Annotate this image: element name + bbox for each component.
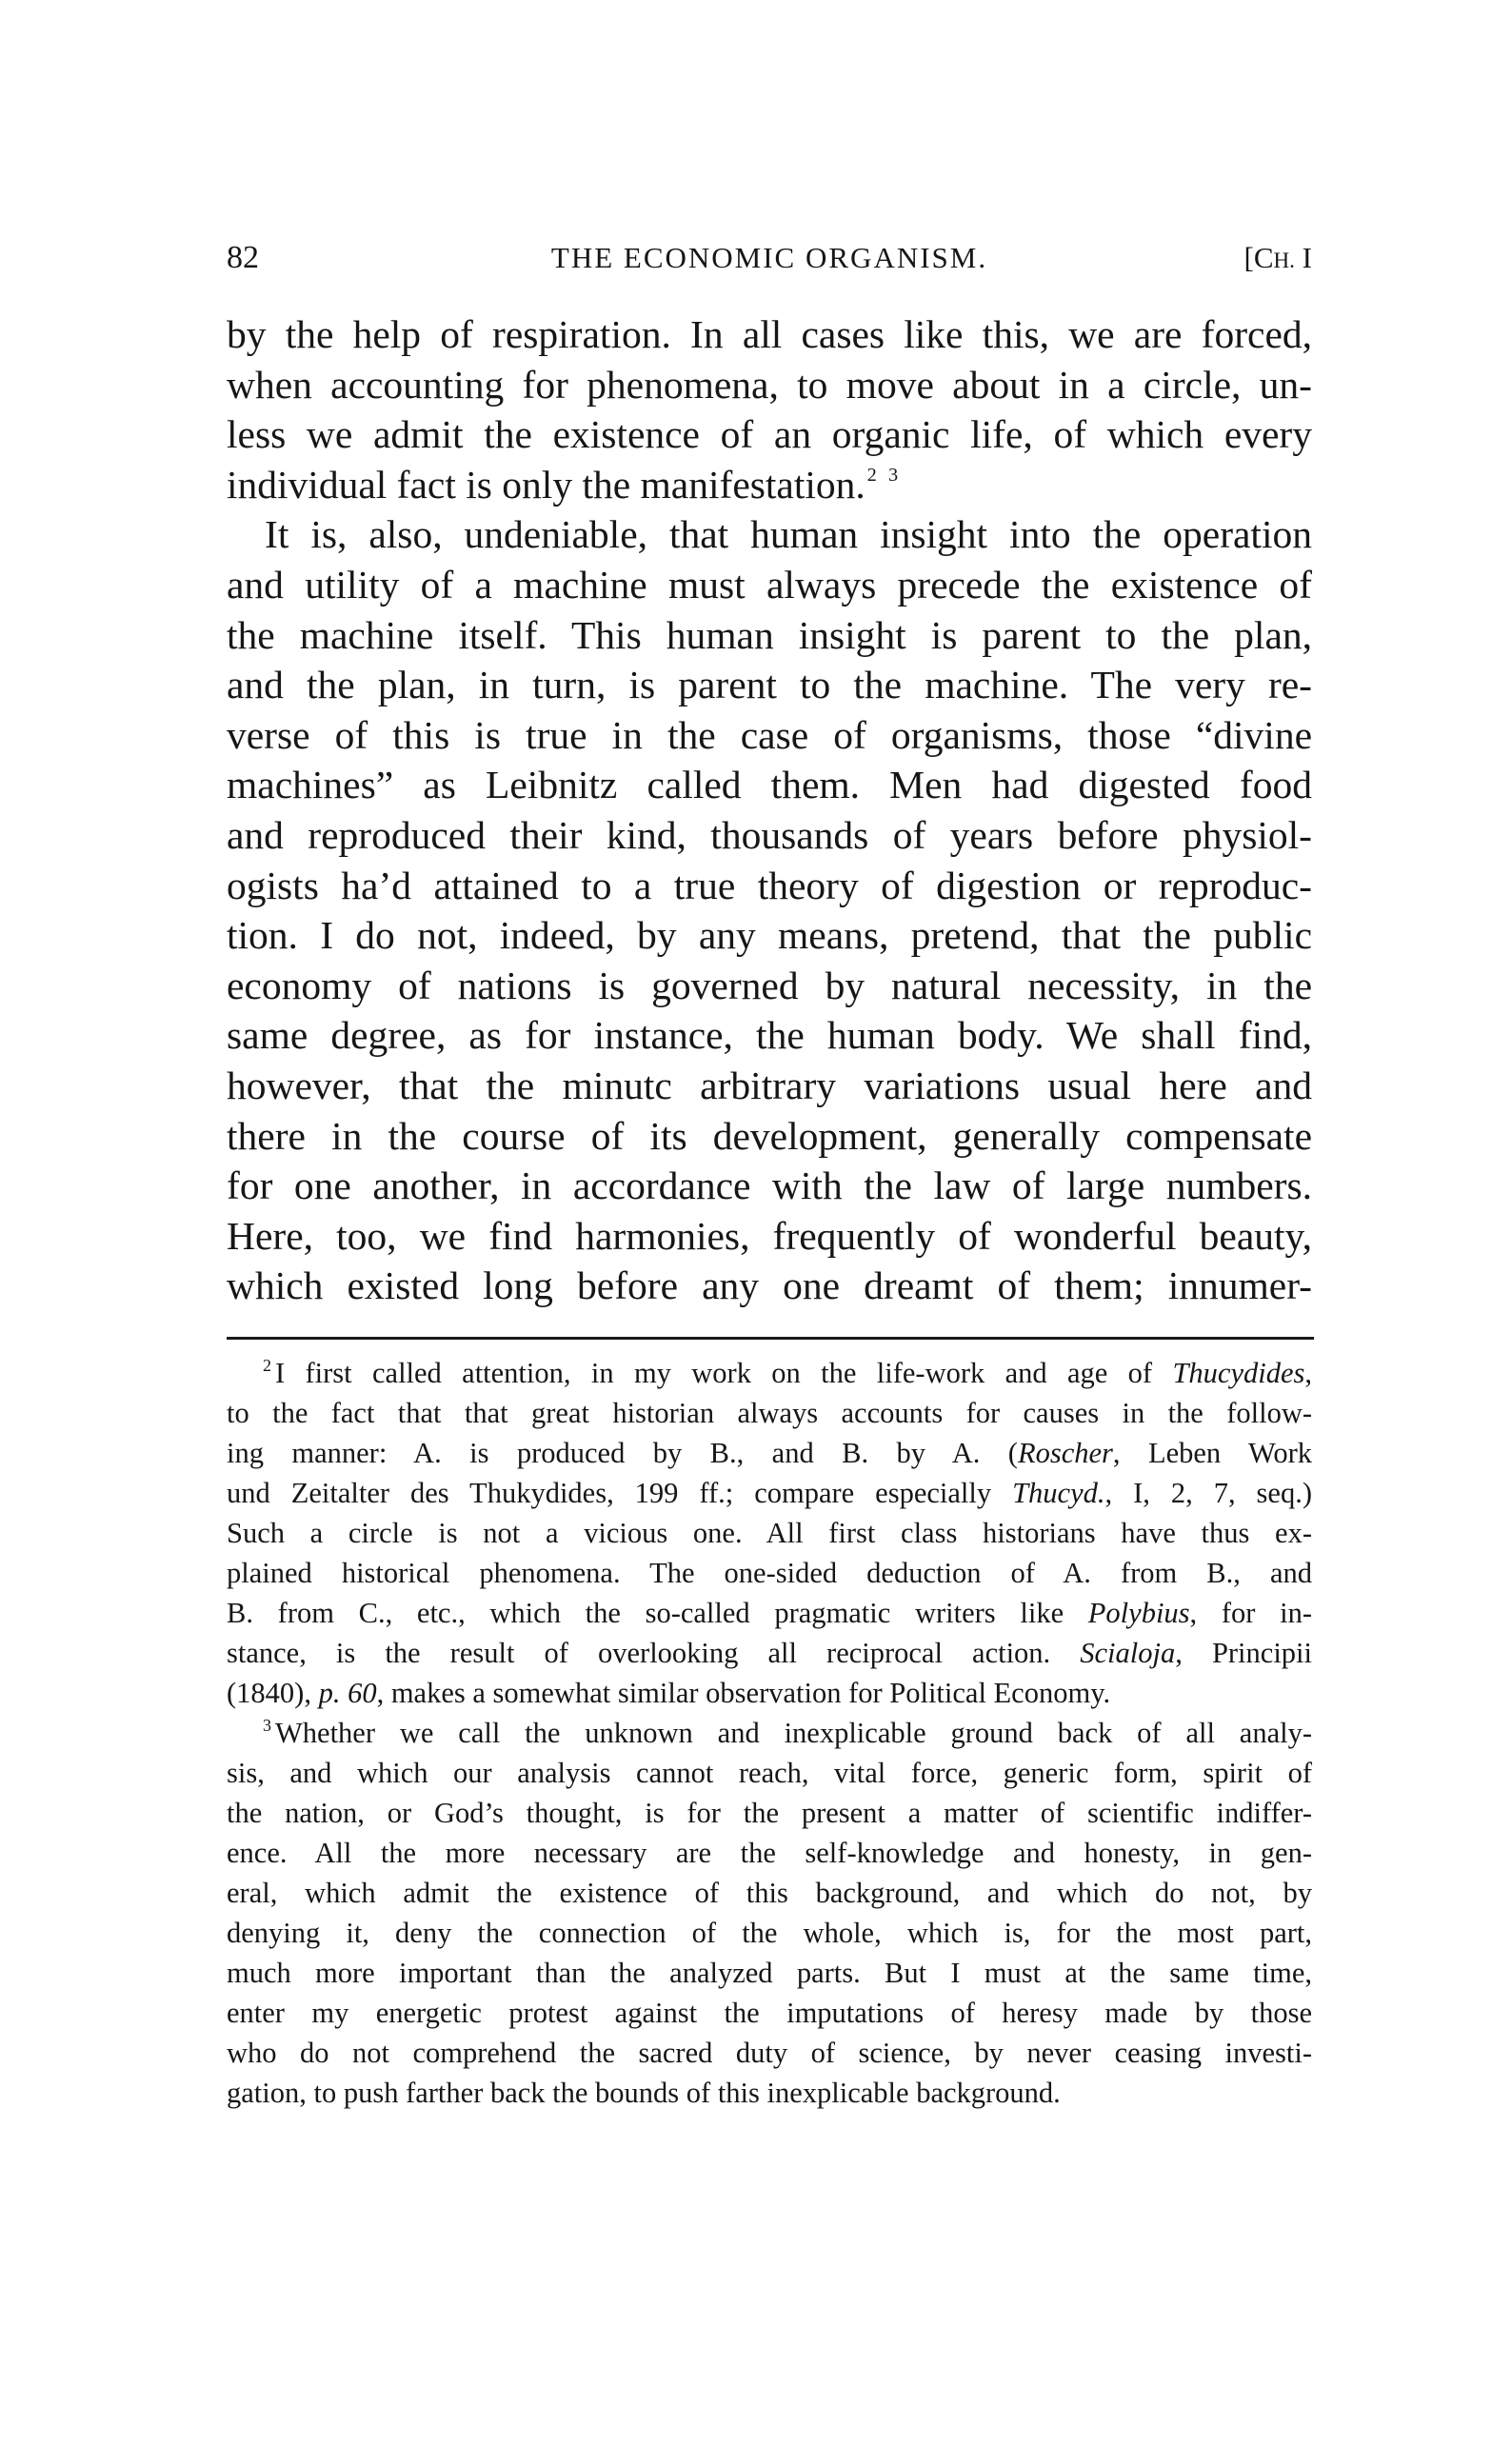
footnote-text: B. from C., etc., which the so-called pragmatic writers like [227,1597,1088,1629]
body-line: same degree, as for instance, the human body. We shall find, [227,1013,1312,1058]
footnotes [227,1353,1312,2113]
italic-title: Thucyd. [1012,1477,1105,1509]
chapter-prefix-rest: H. [1273,249,1295,272]
body-line: tion. I do not, indeed, by any means, pretend, that the public [227,913,1312,958]
body-line: Here, too, we find harmonies, frequently of wonderful beauty, [227,1213,1312,1258]
footnote-text: ing manner: A. is produced by B., and B. by A. ( [227,1437,1018,1469]
italic-author: Roscher [1017,1437,1113,1469]
footnote-separator-rule [227,1337,1314,1340]
body-line: there in the course of its development, generally compensate [227,1113,1312,1158]
footnote-ref-2[interactable]: 2 [866,464,877,486]
footnote-line [227,1713,1312,1753]
footnote-2 [227,1353,1312,1713]
footnote-line [227,1673,1312,1713]
body-line: verse of this is true in the case of organisms, those “divine [227,712,1312,757]
chapter-prefix-initial: C [1253,241,1274,274]
italic-page-ref: p. 60 [318,1677,377,1709]
chapter-bracket: [ [1243,241,1254,274]
footnote-line: gation, to push farther back the bounds of this inexplicable background. [227,2077,1061,2109]
body-text [227,309,1312,1311]
footnote-line: sis, and which our analysis cannot reach, vital force, generic form, spirit of [227,1757,1312,1789]
footnote-3 [227,1713,1312,2113]
footnote-text: , I, 2, 7, seq.) [1104,1477,1312,1509]
italic-title: Thucydides [1172,1357,1305,1389]
footnote-line: the nation, or God’s thought, is for the present a matter of scientific indiffer- [227,1797,1312,1829]
body-line: however, that the minutc arbitrary variations usual here and [227,1063,1312,1107]
body-line: less we admit the existence of an organic life, of which every [227,412,1312,457]
footnote-line [227,1473,1312,1513]
body-line-paragraph-start: It is, also, undeniable, that human insight into the operation [265,512,1312,557]
body-line: by the help of respiration. In all cases like this, we are forced, [227,312,1312,356]
footnote-line: much more important than the analyzed parts. But I must at the same time, [227,1957,1312,1989]
footnote-line: to the fact that that great historian always accounts for causes in the follow- [227,1397,1312,1429]
footnote-text: , Principii [1175,1637,1312,1669]
footnote-line: Such a circle is not a vicious one. All first class historians have thus ex- [227,1517,1312,1549]
footnote-line: eral, which admit the existence of this background, and which do not, by [227,1877,1312,1909]
body-line: when accounting for phenomena, to move about in a circle, un- [227,362,1312,407]
footnote-text: Whether we call the unknown and inexplicable ground back of all analy- [275,1717,1312,1749]
body-line: and utility of a machine must always precede the existence of [227,562,1312,607]
footnote-line: denying it, deny the connection of the whole, which is, for the most part, [227,1917,1312,1949]
body-line: and reproduced their kind, thousands of years before physiol- [227,812,1312,857]
footnote-line: ence. All the more necessary are the self-knowledge and honesty, in gen- [227,1837,1312,1869]
body-line: machines” as Leibnitz called them. Men had digested food [227,763,1312,807]
footnote-marker-2: 2 [263,1356,271,1375]
italic-author: Scialoja [1080,1637,1176,1669]
footnote-text: stance, is the result of overlooking all reciprocal action. [227,1637,1081,1669]
footnote-line: who do not comprehend the sacred duty of science, by never ceasing investi- [227,2037,1312,2069]
footnote-text: , Leben Work [1112,1437,1313,1469]
footnote-text: , for in- [1189,1597,1312,1629]
body-line: economy of nations is governed by natural necessity, in the [227,963,1312,1007]
chapter-numeral: I [1302,241,1312,274]
italic-author: Polybius [1087,1597,1190,1629]
footnote-text: (1840), [227,1677,319,1709]
footnote-ref-3[interactable]: 3 [888,464,899,486]
body-line-text: individual fact is only the manifestation. [227,462,865,507]
footnote-line: plained historical phenomena. The one-sided deduction of A. from B., and [227,1557,1312,1589]
footnote-text: , [1304,1357,1312,1389]
body-line: for one another, in accordance with the law of large numbers. [227,1164,1312,1208]
footnote-line [227,1353,1312,1393]
footnote-line: enter my energetic protest against the imputations of heresy made by those [227,1997,1312,2029]
footnote-line [227,1633,1312,1673]
body-line [227,460,1312,510]
footnote-marker-3: 3 [263,1716,271,1735]
footnote-text: und Zeitalter des Thukydides, 199 ff.; compare especially [227,1477,1013,1509]
body-line: ogists ha’d attained to a true theory of digestion or reproduc- [227,863,1312,907]
page-number: 82 [227,240,259,275]
chapter-marker [1244,239,1312,280]
footnote-line [227,1433,1312,1473]
footnote-line [227,1593,1312,1633]
body-line: which existed long before any one dreamt of them; innumer- [227,1263,1312,1308]
running-header [227,239,1312,277]
footnote-text: I first called attention, in my work on the life-work and age of [275,1357,1173,1389]
body-line: and the plan, in turn, is parent to the machine. The very re- [227,663,1312,707]
body-line: the machine itself. This human insight is parent to the plan, [227,612,1312,657]
footnote-text: , makes a somewhat similar observation for Political Economy. [376,1677,1111,1709]
running-title: THE ECONOMIC ORGANISM. [550,241,988,274]
